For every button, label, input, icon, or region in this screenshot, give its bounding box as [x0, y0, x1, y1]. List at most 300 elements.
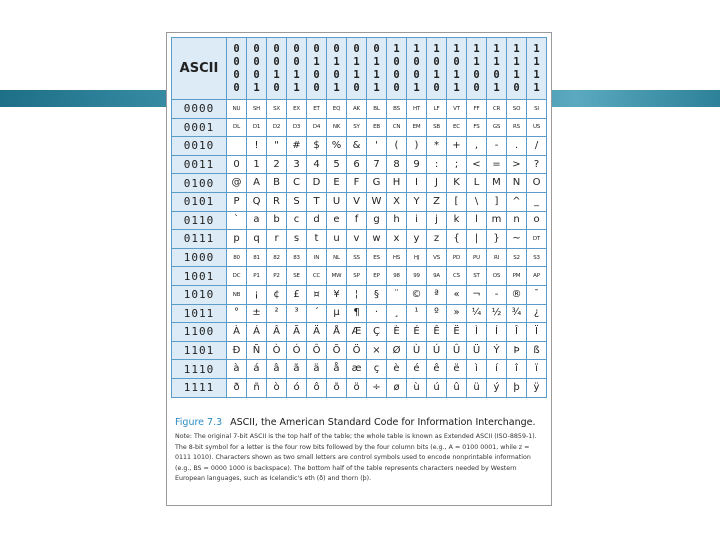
- header-bit: 0: [433, 81, 440, 94]
- char-cell: ã: [287, 360, 307, 379]
- corner-label: ASCII: [172, 38, 227, 100]
- char-cell: Û: [447, 341, 467, 360]
- table-row: [172, 341, 547, 360]
- char-cell: @: [227, 174, 247, 193]
- char-cell: _: [527, 192, 547, 211]
- header-bit: 1: [533, 42, 540, 55]
- char-cell: Õ: [327, 341, 347, 360]
- header-bit: 1: [533, 55, 540, 68]
- row-header: 0010: [172, 137, 227, 156]
- char-cell: c: [287, 211, 307, 230]
- char-cell: PU: [467, 248, 487, 267]
- header-bit: 0: [273, 55, 280, 68]
- char-cell: k: [447, 211, 467, 230]
- char-cell: ø: [387, 378, 407, 397]
- char-cell: 6: [347, 155, 367, 174]
- char-cell: Â: [267, 323, 287, 342]
- char-cell: ½: [487, 304, 507, 323]
- column-header-bits: [487, 43, 506, 95]
- char-cell: -: [487, 137, 507, 156]
- char-cell: þ: [507, 378, 527, 397]
- char-cell: ¤: [307, 285, 327, 304]
- header-bit: 0: [253, 42, 260, 55]
- table-row: [172, 267, 547, 286]
- table-row: [172, 248, 547, 267]
- char-cell: Ú: [427, 341, 447, 360]
- char-cell: ¬: [467, 285, 487, 304]
- char-cell: NL: [327, 248, 347, 267]
- char-cell: BS: [387, 100, 407, 119]
- header-bit: 0: [333, 68, 340, 81]
- char-cell: Ö: [347, 341, 367, 360]
- row-header: 1001: [172, 267, 227, 286]
- table-body: [172, 100, 547, 398]
- char-cell: M: [487, 174, 507, 193]
- char-cell: `: [227, 211, 247, 230]
- char-cell: ¼: [467, 304, 487, 323]
- char-cell: ì: [467, 360, 487, 379]
- char-cell: å: [327, 360, 347, 379]
- header-bit: 0: [313, 81, 320, 94]
- char-cell: MW: [327, 267, 347, 286]
- header-bit: 1: [293, 68, 300, 81]
- char-cell: ": [267, 137, 287, 156]
- table-row: [172, 174, 547, 193]
- char-cell: Ð: [227, 341, 247, 360]
- char-cell: ¥: [327, 285, 347, 304]
- header-bit: 1: [373, 68, 380, 81]
- char-cell: ·: [367, 304, 387, 323]
- row-header: 1100: [172, 323, 227, 342]
- char-cell: HS: [387, 248, 407, 267]
- char-cell: C: [287, 174, 307, 193]
- char-cell: º: [427, 304, 447, 323]
- row-header: 0000: [172, 100, 227, 119]
- header-bit: 1: [333, 81, 340, 94]
- char-cell: SX: [267, 100, 287, 119]
- header-bit: 1: [353, 55, 360, 68]
- char-cell: ª: [427, 285, 447, 304]
- char-cell: ¡: [247, 285, 267, 304]
- char-cell: DT: [527, 230, 547, 249]
- char-cell: Á: [247, 323, 267, 342]
- char-cell: SY: [347, 118, 367, 137]
- char-cell: 7: [367, 155, 387, 174]
- row-header: 1010: [172, 285, 227, 304]
- char-cell: ô: [307, 378, 327, 397]
- char-cell: 4: [307, 155, 327, 174]
- char-cell: é: [407, 360, 427, 379]
- char-cell: s: [287, 230, 307, 249]
- column-header: [247, 38, 267, 100]
- char-cell: °: [227, 304, 247, 323]
- column-header: [427, 38, 447, 100]
- char-cell: Ë: [447, 323, 467, 342]
- column-header: [507, 38, 527, 100]
- char-cell: Y: [407, 192, 427, 211]
- char-cell: D2: [267, 118, 287, 137]
- table-row: [172, 360, 547, 379]
- char-cell: 99: [407, 267, 427, 286]
- header-bit: 0: [253, 68, 260, 81]
- char-cell: [227, 137, 247, 156]
- header-bit: 1: [513, 42, 520, 55]
- header-bit: 0: [353, 81, 360, 94]
- table-row: [172, 100, 547, 119]
- char-cell: ñ: [247, 378, 267, 397]
- char-cell: 1: [247, 155, 267, 174]
- char-cell: \: [467, 192, 487, 211]
- char-cell: x: [387, 230, 407, 249]
- column-header-bits: [347, 43, 366, 95]
- column-header-bits: [407, 43, 426, 95]
- char-cell: D3: [287, 118, 307, 137]
- header-bit: 1: [373, 81, 380, 94]
- column-header-bits: [507, 43, 526, 95]
- char-cell: Ê: [427, 323, 447, 342]
- column-header-bits: [307, 43, 326, 95]
- char-cell: CS: [447, 267, 467, 286]
- char-cell: ): [407, 137, 427, 156]
- char-cell: è: [387, 360, 407, 379]
- char-cell: 3: [287, 155, 307, 174]
- char-cell: »: [447, 304, 467, 323]
- char-cell: y: [407, 230, 427, 249]
- char-cell: EP: [367, 267, 387, 286]
- char-cell: u: [327, 230, 347, 249]
- char-cell: Ä: [307, 323, 327, 342]
- char-cell: á: [247, 360, 267, 379]
- header-bit: 0: [273, 42, 280, 55]
- table-row: [172, 155, 547, 174]
- char-cell: [: [447, 192, 467, 211]
- char-cell: S3: [527, 248, 547, 267]
- column-header: [407, 38, 427, 100]
- char-cell: US: [527, 118, 547, 137]
- char-cell: >: [507, 155, 527, 174]
- column-header: [267, 38, 287, 100]
- char-cell: n: [507, 211, 527, 230]
- header-bit: 1: [433, 42, 440, 55]
- char-cell: 5: [327, 155, 347, 174]
- char-cell: +: [447, 137, 467, 156]
- char-cell: ±: [247, 304, 267, 323]
- char-cell: IN: [307, 248, 327, 267]
- char-cell: DL: [227, 118, 247, 137]
- char-cell: ¢: [267, 285, 287, 304]
- char-cell: ©: [407, 285, 427, 304]
- figure-title: ASCII, the American Standard Code for Information Interchange.: [230, 417, 536, 428]
- char-cell: ,: [467, 137, 487, 156]
- char-cell: ET: [307, 100, 327, 119]
- char-cell: ?: [527, 155, 547, 174]
- char-cell: LF: [427, 100, 447, 119]
- column-header-bits: [287, 43, 306, 95]
- column-header: [367, 38, 387, 100]
- char-cell: J: [427, 174, 447, 193]
- char-cell: NU: [227, 100, 247, 119]
- char-cell: RS: [507, 118, 527, 137]
- row-header: 0111: [172, 230, 227, 249]
- row-header: 1101: [172, 341, 227, 360]
- column-header-bits: [247, 43, 266, 95]
- column-header: [347, 38, 367, 100]
- header-bit: 0: [473, 81, 480, 94]
- char-cell: FS: [467, 118, 487, 137]
- char-cell: ´: [307, 304, 327, 323]
- char-cell: ST: [467, 267, 487, 286]
- char-cell: ð: [227, 378, 247, 397]
- header-bit: 0: [233, 55, 240, 68]
- char-cell: NK: [327, 118, 347, 137]
- char-cell: 8: [387, 155, 407, 174]
- char-cell: Ï: [527, 323, 547, 342]
- char-cell: .: [507, 137, 527, 156]
- char-cell: 80: [227, 248, 247, 267]
- header-bit: 1: [273, 68, 280, 81]
- char-cell: t: [307, 230, 327, 249]
- header-bit: 1: [473, 55, 480, 68]
- column-header: [527, 38, 547, 100]
- char-cell: AP: [527, 267, 547, 286]
- char-cell: £: [287, 285, 307, 304]
- char-cell: GS: [487, 118, 507, 137]
- header-bit: 0: [333, 42, 340, 55]
- char-cell: r: [267, 230, 287, 249]
- char-cell: SS: [347, 248, 367, 267]
- char-cell: ä: [307, 360, 327, 379]
- char-cell: ³: [287, 304, 307, 323]
- header-bit: 1: [373, 55, 380, 68]
- char-cell: Ç: [367, 323, 387, 342]
- char-cell: /: [527, 137, 547, 156]
- char-cell: m: [487, 211, 507, 230]
- char-cell: Þ: [507, 341, 527, 360]
- char-cell: ¦: [347, 285, 367, 304]
- header-bit: 1: [413, 42, 420, 55]
- row-header: 1011: [172, 304, 227, 323]
- char-cell: Ù: [407, 341, 427, 360]
- table-row: [172, 118, 547, 137]
- char-cell: ë: [447, 360, 467, 379]
- char-cell: ]: [487, 192, 507, 211]
- column-header-bits: [427, 43, 446, 95]
- header-bit: 1: [453, 81, 460, 94]
- char-cell: b: [267, 211, 287, 230]
- header-bit: 1: [533, 81, 540, 94]
- char-cell: ^: [507, 192, 527, 211]
- char-cell: ;: [447, 155, 467, 174]
- char-cell: OS: [487, 267, 507, 286]
- char-cell: ¾: [507, 304, 527, 323]
- char-cell: o: [527, 211, 547, 230]
- row-header: 1111: [172, 378, 227, 397]
- char-cell: ®: [507, 285, 527, 304]
- header-bit: 0: [493, 68, 500, 81]
- char-cell: HT: [407, 100, 427, 119]
- char-cell: À: [227, 323, 247, 342]
- header-bit: 0: [293, 42, 300, 55]
- header-bit: 0: [313, 42, 320, 55]
- char-cell: ×: [367, 341, 387, 360]
- row-header: 0011: [172, 155, 227, 174]
- header-bit: 1: [513, 55, 520, 68]
- header-bit: 1: [433, 68, 440, 81]
- char-cell: à: [227, 360, 247, 379]
- char-cell: l: [467, 211, 487, 230]
- ascii-table: [171, 37, 547, 398]
- header-bit: 0: [253, 55, 260, 68]
- char-cell: ÿ: [527, 378, 547, 397]
- char-cell: ²: [267, 304, 287, 323]
- char-cell: Ì: [467, 323, 487, 342]
- char-cell: :: [427, 155, 447, 174]
- figure-caption: [175, 417, 545, 485]
- char-cell: H: [387, 174, 407, 193]
- char-cell: S: [287, 192, 307, 211]
- char-cell: PM: [507, 267, 527, 286]
- char-cell: D1: [247, 118, 267, 137]
- char-cell: P1: [247, 267, 267, 286]
- char-cell: EX: [287, 100, 307, 119]
- char-cell: õ: [327, 378, 347, 397]
- char-cell: D4: [307, 118, 327, 137]
- char-cell: 9: [407, 155, 427, 174]
- row-header: 1110: [172, 360, 227, 379]
- char-cell: SP: [347, 267, 367, 286]
- char-cell: F: [347, 174, 367, 193]
- char-cell: D: [307, 174, 327, 193]
- char-cell: í: [487, 360, 507, 379]
- char-cell: Í: [487, 323, 507, 342]
- table-row: [172, 230, 547, 249]
- char-cell: ú: [427, 378, 447, 397]
- figure-label: Figure 7.3: [175, 417, 223, 428]
- char-cell: PD: [447, 248, 467, 267]
- header-bit: 1: [473, 42, 480, 55]
- char-cell: ü: [467, 378, 487, 397]
- column-header: [287, 38, 307, 100]
- char-cell: SO: [507, 100, 527, 119]
- char-cell: }: [487, 230, 507, 249]
- char-cell: L: [467, 174, 487, 193]
- header-bit: 0: [233, 81, 240, 94]
- header-bit: 0: [233, 42, 240, 55]
- char-cell: !: [247, 137, 267, 156]
- header-bit: 0: [513, 81, 520, 94]
- row-header: 0001: [172, 118, 227, 137]
- char-cell: EM: [407, 118, 427, 137]
- char-cell: NB: [227, 285, 247, 304]
- char-cell: B: [267, 174, 287, 193]
- char-cell: Ü: [467, 341, 487, 360]
- column-header-bits: [327, 43, 346, 95]
- char-cell: w: [367, 230, 387, 249]
- char-cell: EQ: [327, 100, 347, 119]
- row-header: 0100: [172, 174, 227, 193]
- char-cell: a: [247, 211, 267, 230]
- header-bit: 1: [333, 55, 340, 68]
- column-header: [387, 38, 407, 100]
- header-bit: 1: [353, 68, 360, 81]
- char-cell: Ñ: [247, 341, 267, 360]
- char-cell: ò: [267, 378, 287, 397]
- char-cell: «: [447, 285, 467, 304]
- header-bit: 1: [453, 68, 460, 81]
- char-cell: *: [427, 137, 447, 156]
- char-cell: h: [387, 211, 407, 230]
- char-cell: q: [247, 230, 267, 249]
- char-cell: CC: [307, 267, 327, 286]
- char-cell: Ý: [487, 341, 507, 360]
- header-bit: 1: [513, 68, 520, 81]
- char-cell: Ã: [287, 323, 307, 342]
- char-cell: &: [347, 137, 367, 156]
- char-cell: Å: [327, 323, 347, 342]
- char-cell: 83: [287, 248, 307, 267]
- char-cell: S2: [507, 248, 527, 267]
- char-cell: Î: [507, 323, 527, 342]
- column-header: [327, 38, 347, 100]
- header-bit: 0: [413, 68, 420, 81]
- char-cell: E: [327, 174, 347, 193]
- char-cell: 2: [267, 155, 287, 174]
- header-bit: 0: [393, 81, 400, 94]
- char-cell: ¸: [387, 304, 407, 323]
- header-bit: 1: [293, 81, 300, 94]
- row-header: 0101: [172, 192, 227, 211]
- char-cell: DC: [227, 267, 247, 286]
- column-header-bits: [387, 43, 406, 95]
- header-bit: 1: [493, 42, 500, 55]
- column-header-row: [172, 38, 547, 100]
- char-cell: j: [427, 211, 447, 230]
- header-bit: 1: [393, 42, 400, 55]
- char-cell: RI: [487, 248, 507, 267]
- figure-card: [166, 32, 552, 506]
- header-bit: 1: [413, 81, 420, 94]
- char-cell: Q: [247, 192, 267, 211]
- header-bit: 0: [293, 55, 300, 68]
- char-cell: ý: [487, 378, 507, 397]
- char-cell: AK: [347, 100, 367, 119]
- header-bit: 1: [533, 68, 540, 81]
- char-cell: ~: [507, 230, 527, 249]
- char-cell: =: [487, 155, 507, 174]
- table-row: [172, 137, 547, 156]
- char-cell: â: [267, 360, 287, 379]
- header-bit: 0: [373, 42, 380, 55]
- caption-title-line: [175, 417, 545, 428]
- char-cell: È: [387, 323, 407, 342]
- char-cell: f: [347, 211, 367, 230]
- char-cell: ¿: [527, 304, 547, 323]
- char-cell: É: [407, 323, 427, 342]
- char-cell: W: [367, 192, 387, 211]
- header-bit: 0: [313, 68, 320, 81]
- header-bit: 0: [453, 55, 460, 68]
- char-cell: 81: [247, 248, 267, 267]
- char-cell: ES: [367, 248, 387, 267]
- header-bit: 1: [253, 81, 260, 94]
- header-bit: 0: [433, 55, 440, 68]
- header-bit: 0: [393, 55, 400, 68]
- char-cell: G: [367, 174, 387, 193]
- column-header-bits: [467, 43, 486, 95]
- char-cell: K: [447, 174, 467, 193]
- char-cell: X: [387, 192, 407, 211]
- char-cell: ÷: [367, 378, 387, 397]
